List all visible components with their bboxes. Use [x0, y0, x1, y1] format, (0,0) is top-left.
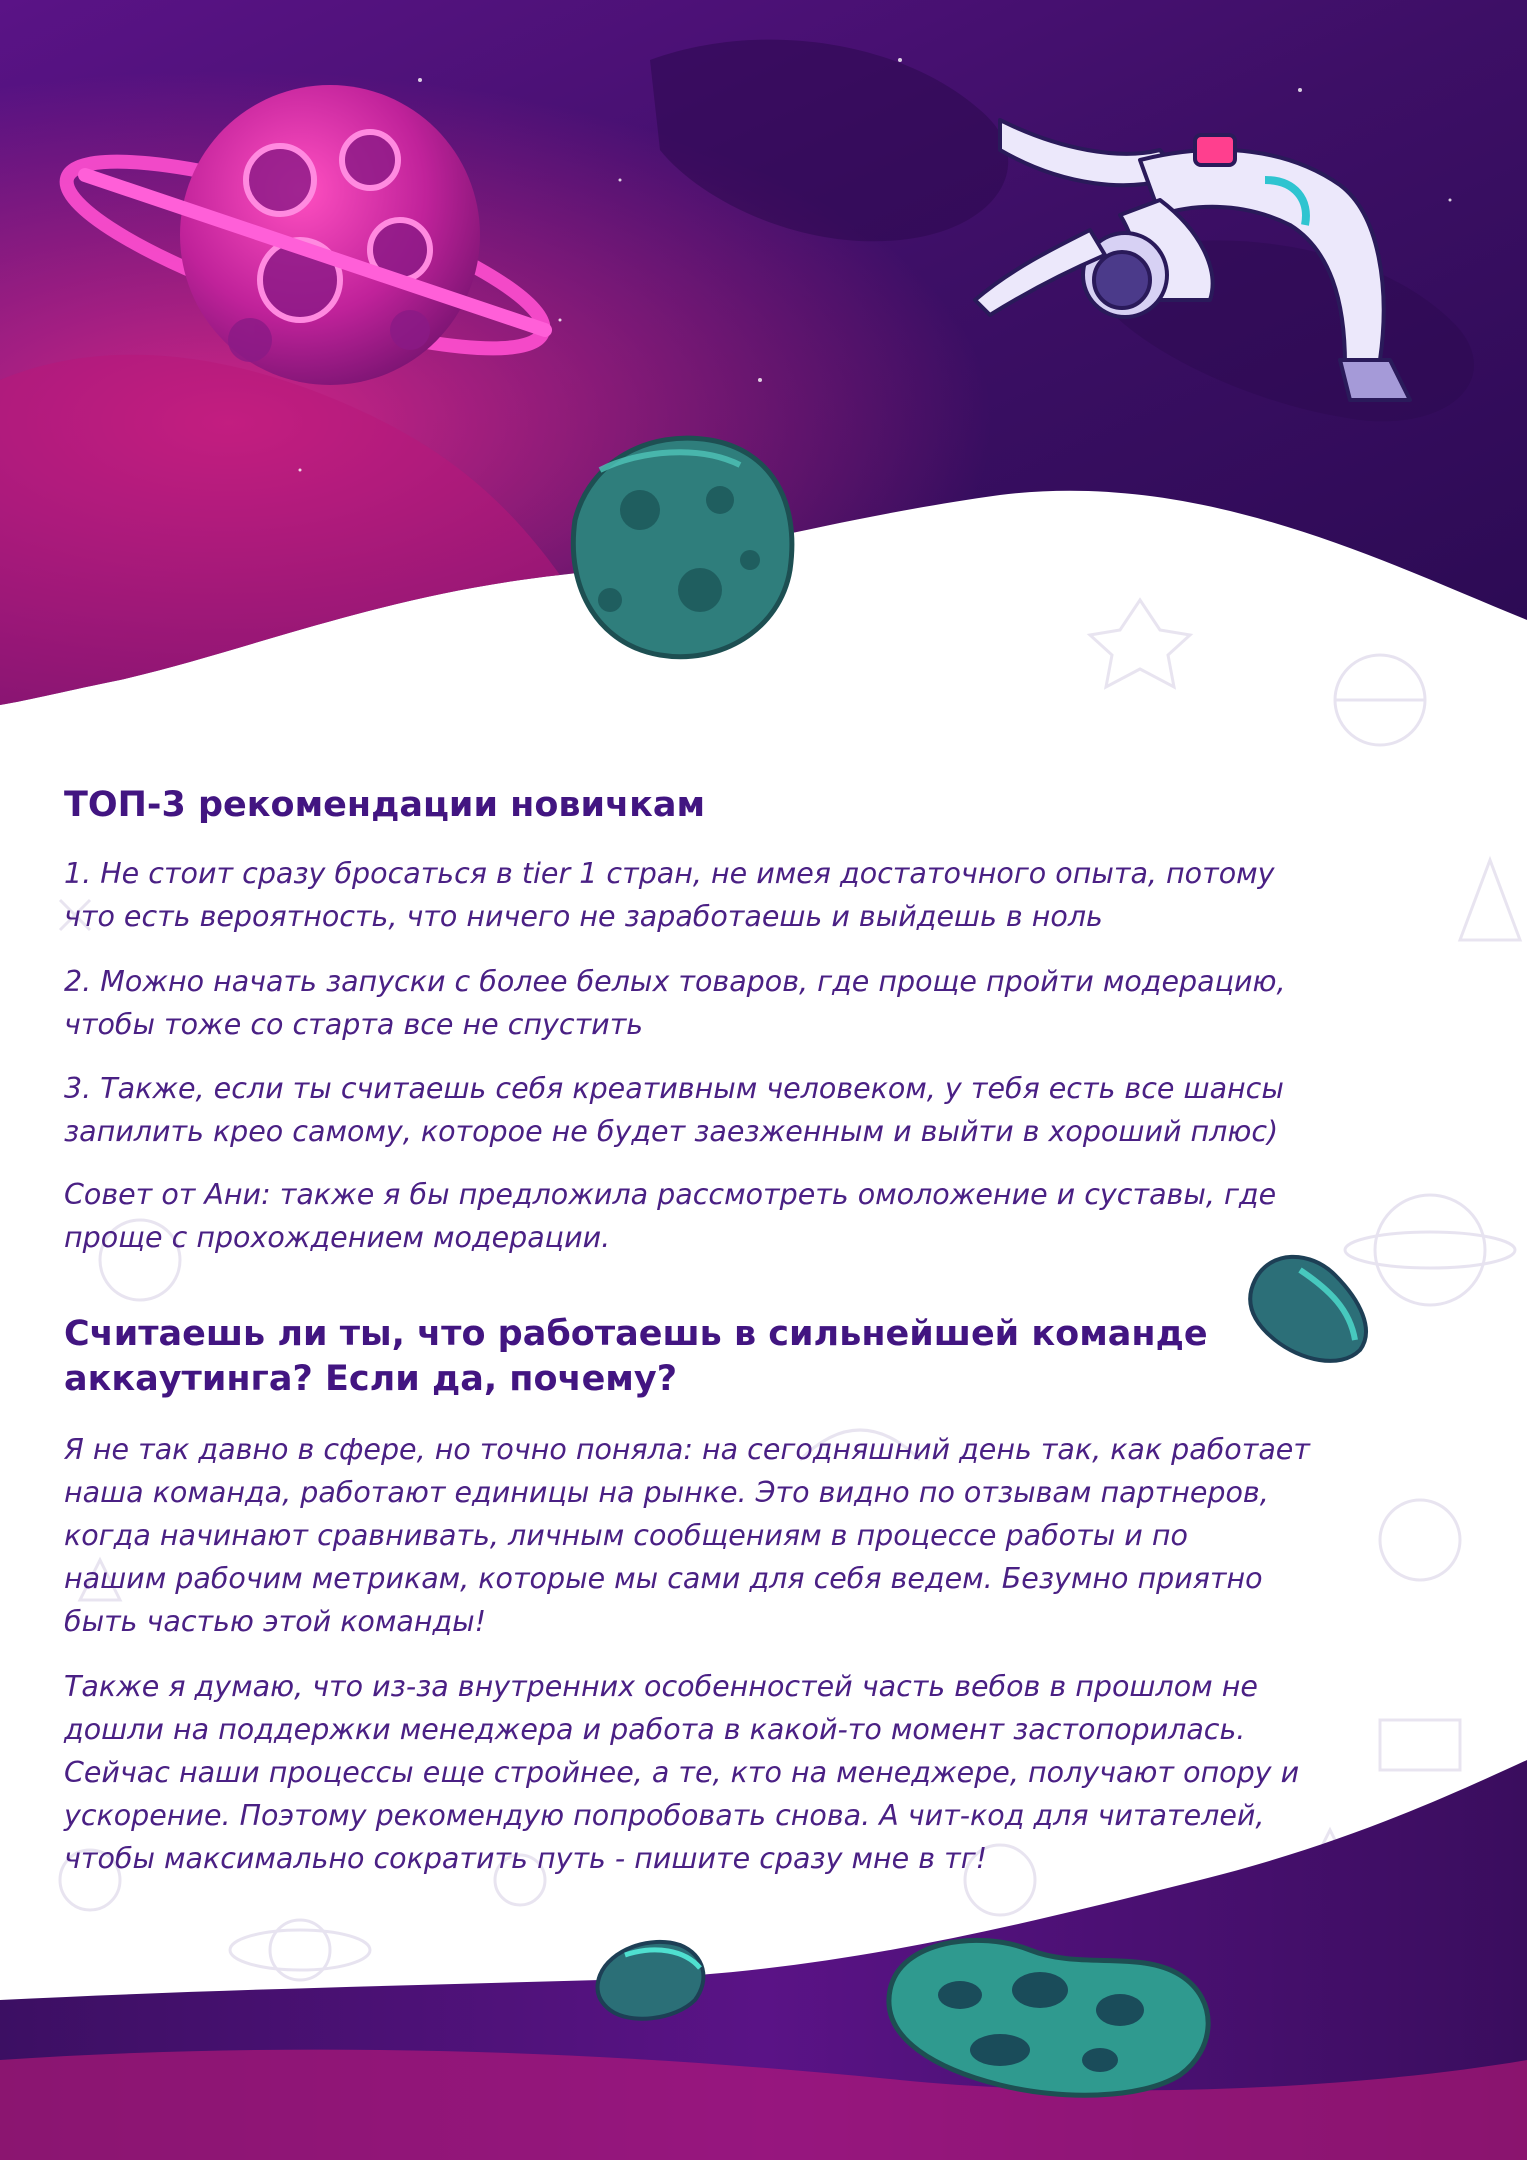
section-top3 [64, 783, 1464, 828]
tip-2 [64, 960, 1464, 1046]
team-paragraph-1 [64, 1428, 1464, 1643]
section-team-title-line2: аккаутинга? Если да, почему? [64, 1359, 678, 1399]
section-team-title-line1: Считаешь ли ты, что работаешь в сильнейшей команде [64, 1314, 1208, 1354]
team-paragraph-2-text: Также я думаю, что из-за внутренних особенностей часть вебов в прошлом не дошли на поддержки менеджера и работа в какой-то момент застопорилась. Сейчас наши процессы еще стройнее, а те, кто на менеджере, получают опору и ускорение. Поэтому рекомендую попробовать снова. А чит-код для читателей, чтобы максимально сократить путь - пишите сразу мне в тг! [64, 1670, 1300, 1875]
tip-3 [64, 1067, 1464, 1153]
team-paragraph-1-text: Я не так давно в сфере, но точно поняла: на сегодняшний день так, как работает наша команда, работают единицы на рынке. Это видно по отзывам партнеров, когда начинают сравнивать, личным сообщениям в процессе работы и по нашим рабочим метрикам, которые мы сами для себя ведем. Безумно приятно быть частью этой команды! [64, 1433, 1310, 1638]
tip-3-text: 3. Также, если ты считаешь себя креативным человеком, у тебя есть все шансы запилить крео самому, которое не будет заезженным и выйти в хороший плюс) [64, 1072, 1284, 1148]
section-team [64, 1312, 1464, 1402]
team-paragraph-2 [64, 1665, 1464, 1880]
advice-text: Совет от Ани: также я бы предложила рассмотреть омоложение и суставы, где проще с прохождением модерации. [64, 1178, 1277, 1254]
section-top3-title: ТОП-3 рекомендации новичкам [64, 785, 706, 825]
tip-1-text: 1. Не стоит сразу бросаться в tier 1 стран, не имея достаточного опыта, потому что есть вероятность, что ничего не заработаешь и выйдешь в ноль [64, 857, 1275, 933]
tip-2-text: 2. Можно начать запуски с более белых товаров, где проще пройти модерацию, чтобы тоже со старта все не спустить [64, 965, 1286, 1041]
tip-1 [64, 852, 1464, 938]
advice [64, 1173, 1464, 1259]
